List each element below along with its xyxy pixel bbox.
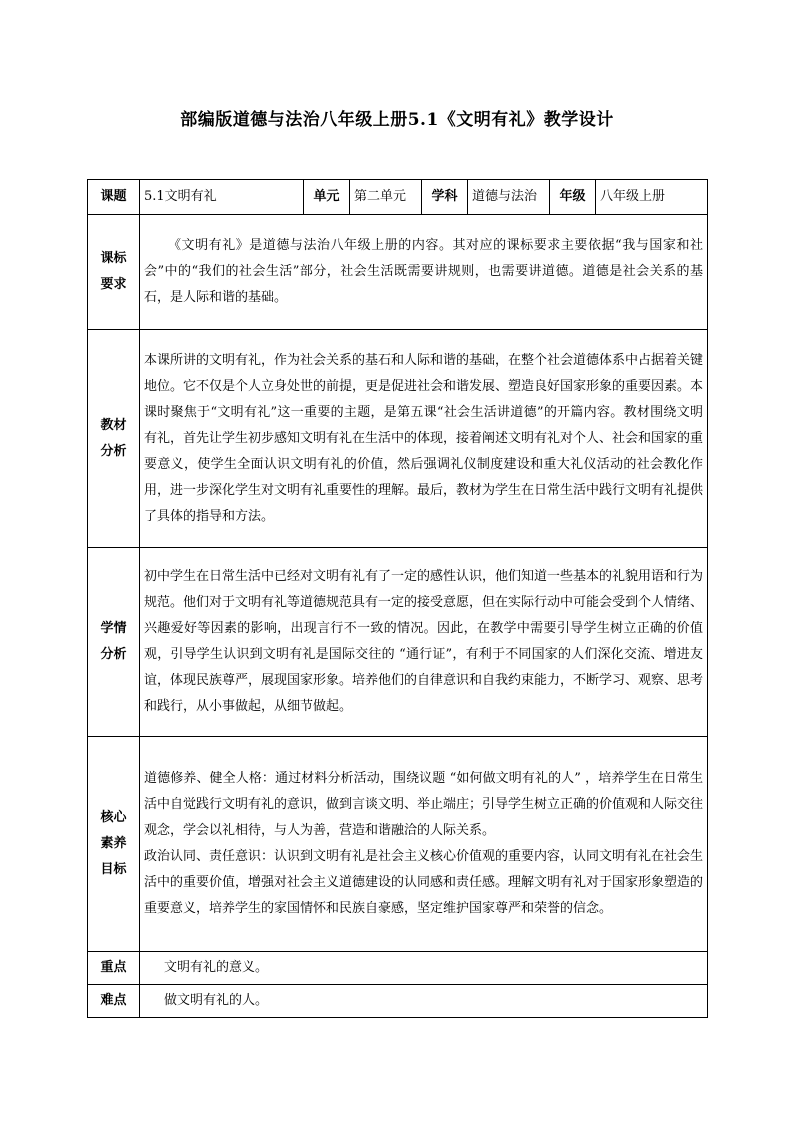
students-content bbox=[140, 548, 708, 737]
textbook-row bbox=[88, 330, 708, 548]
literacy-label bbox=[88, 737, 140, 952]
unit-label: 单元 bbox=[304, 180, 350, 215]
key-point-row bbox=[88, 952, 708, 985]
students-text: 初中学生在日常生活中已经对文明有礼有了一定的感性认识，他们知道一些基本的礼貌用语和行为规范。他们对于文明有礼等道德规范具有一定的接受意愿，但在实际行动中可能会受到个人情绪、兴趣爱好等因素的影响，出现言行不一致的情况。因此，在教学中需要引导学生树立正确的价值观，引导学生认识到文明有礼是国际交往的 “通行证”，有利于不同国家的人们深化交流、增进友谊，体现民族尊严，展现国家形象。培养他们的自律意识和自我约束能力，不断学习、观察、思考和践行，从小事做起，从细节做起。 bbox=[144, 569, 704, 714]
info-row bbox=[88, 180, 708, 215]
standard-label-line1: 课标 bbox=[100, 251, 127, 266]
students-label-line1: 学情 bbox=[100, 621, 127, 636]
literacy-label-line1: 核心 bbox=[100, 810, 127, 825]
standard-content bbox=[140, 215, 708, 330]
standard-row bbox=[88, 215, 708, 330]
literacy-row bbox=[88, 737, 708, 952]
subject-label: 学科 bbox=[422, 180, 468, 215]
students-row bbox=[88, 548, 708, 737]
textbook-text: 本课所讲的文明有礼，作为社会关系的基石和人际和谐的基础，在整个社会道德体系中占据着关键地位。它不仅是个人立身处世的前提，更是促进社会和谐发展、塑造良好国家形象的重要因素。本课时聚焦于“文明有礼”这一重要的主题，是第五课“社会生活讲道德”的开篇内容。教材围绕文明有礼，首先让学生初步感知文明有礼在生活中的体现，接着阐述文明有礼对个人、社会和国家的重要意义，使学生全面认识文明有礼的价值，然后强调礼仪制度建设和重大礼仪活动的社会教化作用，进一步深化学生对文明有礼重要性的理解。最后，教材为学生在日常生活中践行文明有礼提供了具体的指导和方法。 bbox=[144, 352, 704, 524]
textbook-label-line2: 分析 bbox=[100, 443, 127, 459]
difficulty-text: 做文明有礼的人。 bbox=[164, 993, 269, 1008]
grade-value: 八年级上册 bbox=[596, 180, 708, 215]
topic-value: 5.1文明有礼 bbox=[140, 180, 304, 215]
unit-value: 第二单元 bbox=[350, 180, 422, 215]
literacy-text-1: 道德修养、健全人格：通过材料分析活动，围绕议题 “如何做文明有礼的人” ，培养学生在日常生活中自觉践行文明有礼的意识，做到言谈文明、举止端庄；引导学生树立正确的价值观和人际交往观念，学会以礼相待，与人为善，营造和谐融洽的人际关系。 bbox=[144, 771, 704, 838]
literacy-text-2: 政治认同、责任意识：认识到文明有礼是社会主义核心价值观的重要内容，认同文明有礼在社会生活中的重要价值，增强对社会主义道德建设的认同感和责任感。理解文明有礼对于国家形象塑造的重要意义，培养学生的家国情怀和民族自豪感，坚定维护国家尊严和荣誉的信念。 bbox=[144, 849, 704, 916]
literacy-label-line3: 目标 bbox=[100, 862, 127, 877]
difficulty-row bbox=[88, 985, 708, 1018]
standard-text: 《文明有礼》是道德与法治八年级上册的内容。其对应的课标要求主要依据“我与国家和社会”中的“我们的社会生活”部分，社会生活既需要讲规则，也需要讲道德。道德是社会关系的基石，是人际和谐的基础。 bbox=[144, 238, 703, 305]
standard-label bbox=[88, 215, 140, 330]
literacy-label-line2: 素养 bbox=[100, 836, 127, 851]
subject-value: 道德与法治 bbox=[468, 180, 550, 215]
textbook-label bbox=[88, 330, 140, 548]
students-label bbox=[88, 548, 140, 737]
difficulty-label: 难点 bbox=[88, 985, 140, 1018]
lesson-design-table bbox=[87, 179, 708, 1018]
textbook-label-line1: 教材 bbox=[100, 417, 127, 433]
literacy-content bbox=[140, 737, 708, 952]
textbook-content bbox=[140, 330, 708, 548]
students-label-line2: 分析 bbox=[100, 647, 127, 662]
key-point-content bbox=[140, 952, 708, 985]
difficulty-content bbox=[140, 985, 708, 1018]
grade-label: 年级 bbox=[550, 180, 596, 215]
topic-label: 课题 bbox=[88, 180, 140, 215]
document-title: 部编版道德与法治八年级上册5.1《文明有礼》教学设计 bbox=[180, 110, 614, 130]
standard-label-line2: 要求 bbox=[100, 277, 127, 292]
key-point-label: 重点 bbox=[88, 952, 140, 985]
key-point-text: 文明有礼的意义。 bbox=[164, 960, 269, 975]
